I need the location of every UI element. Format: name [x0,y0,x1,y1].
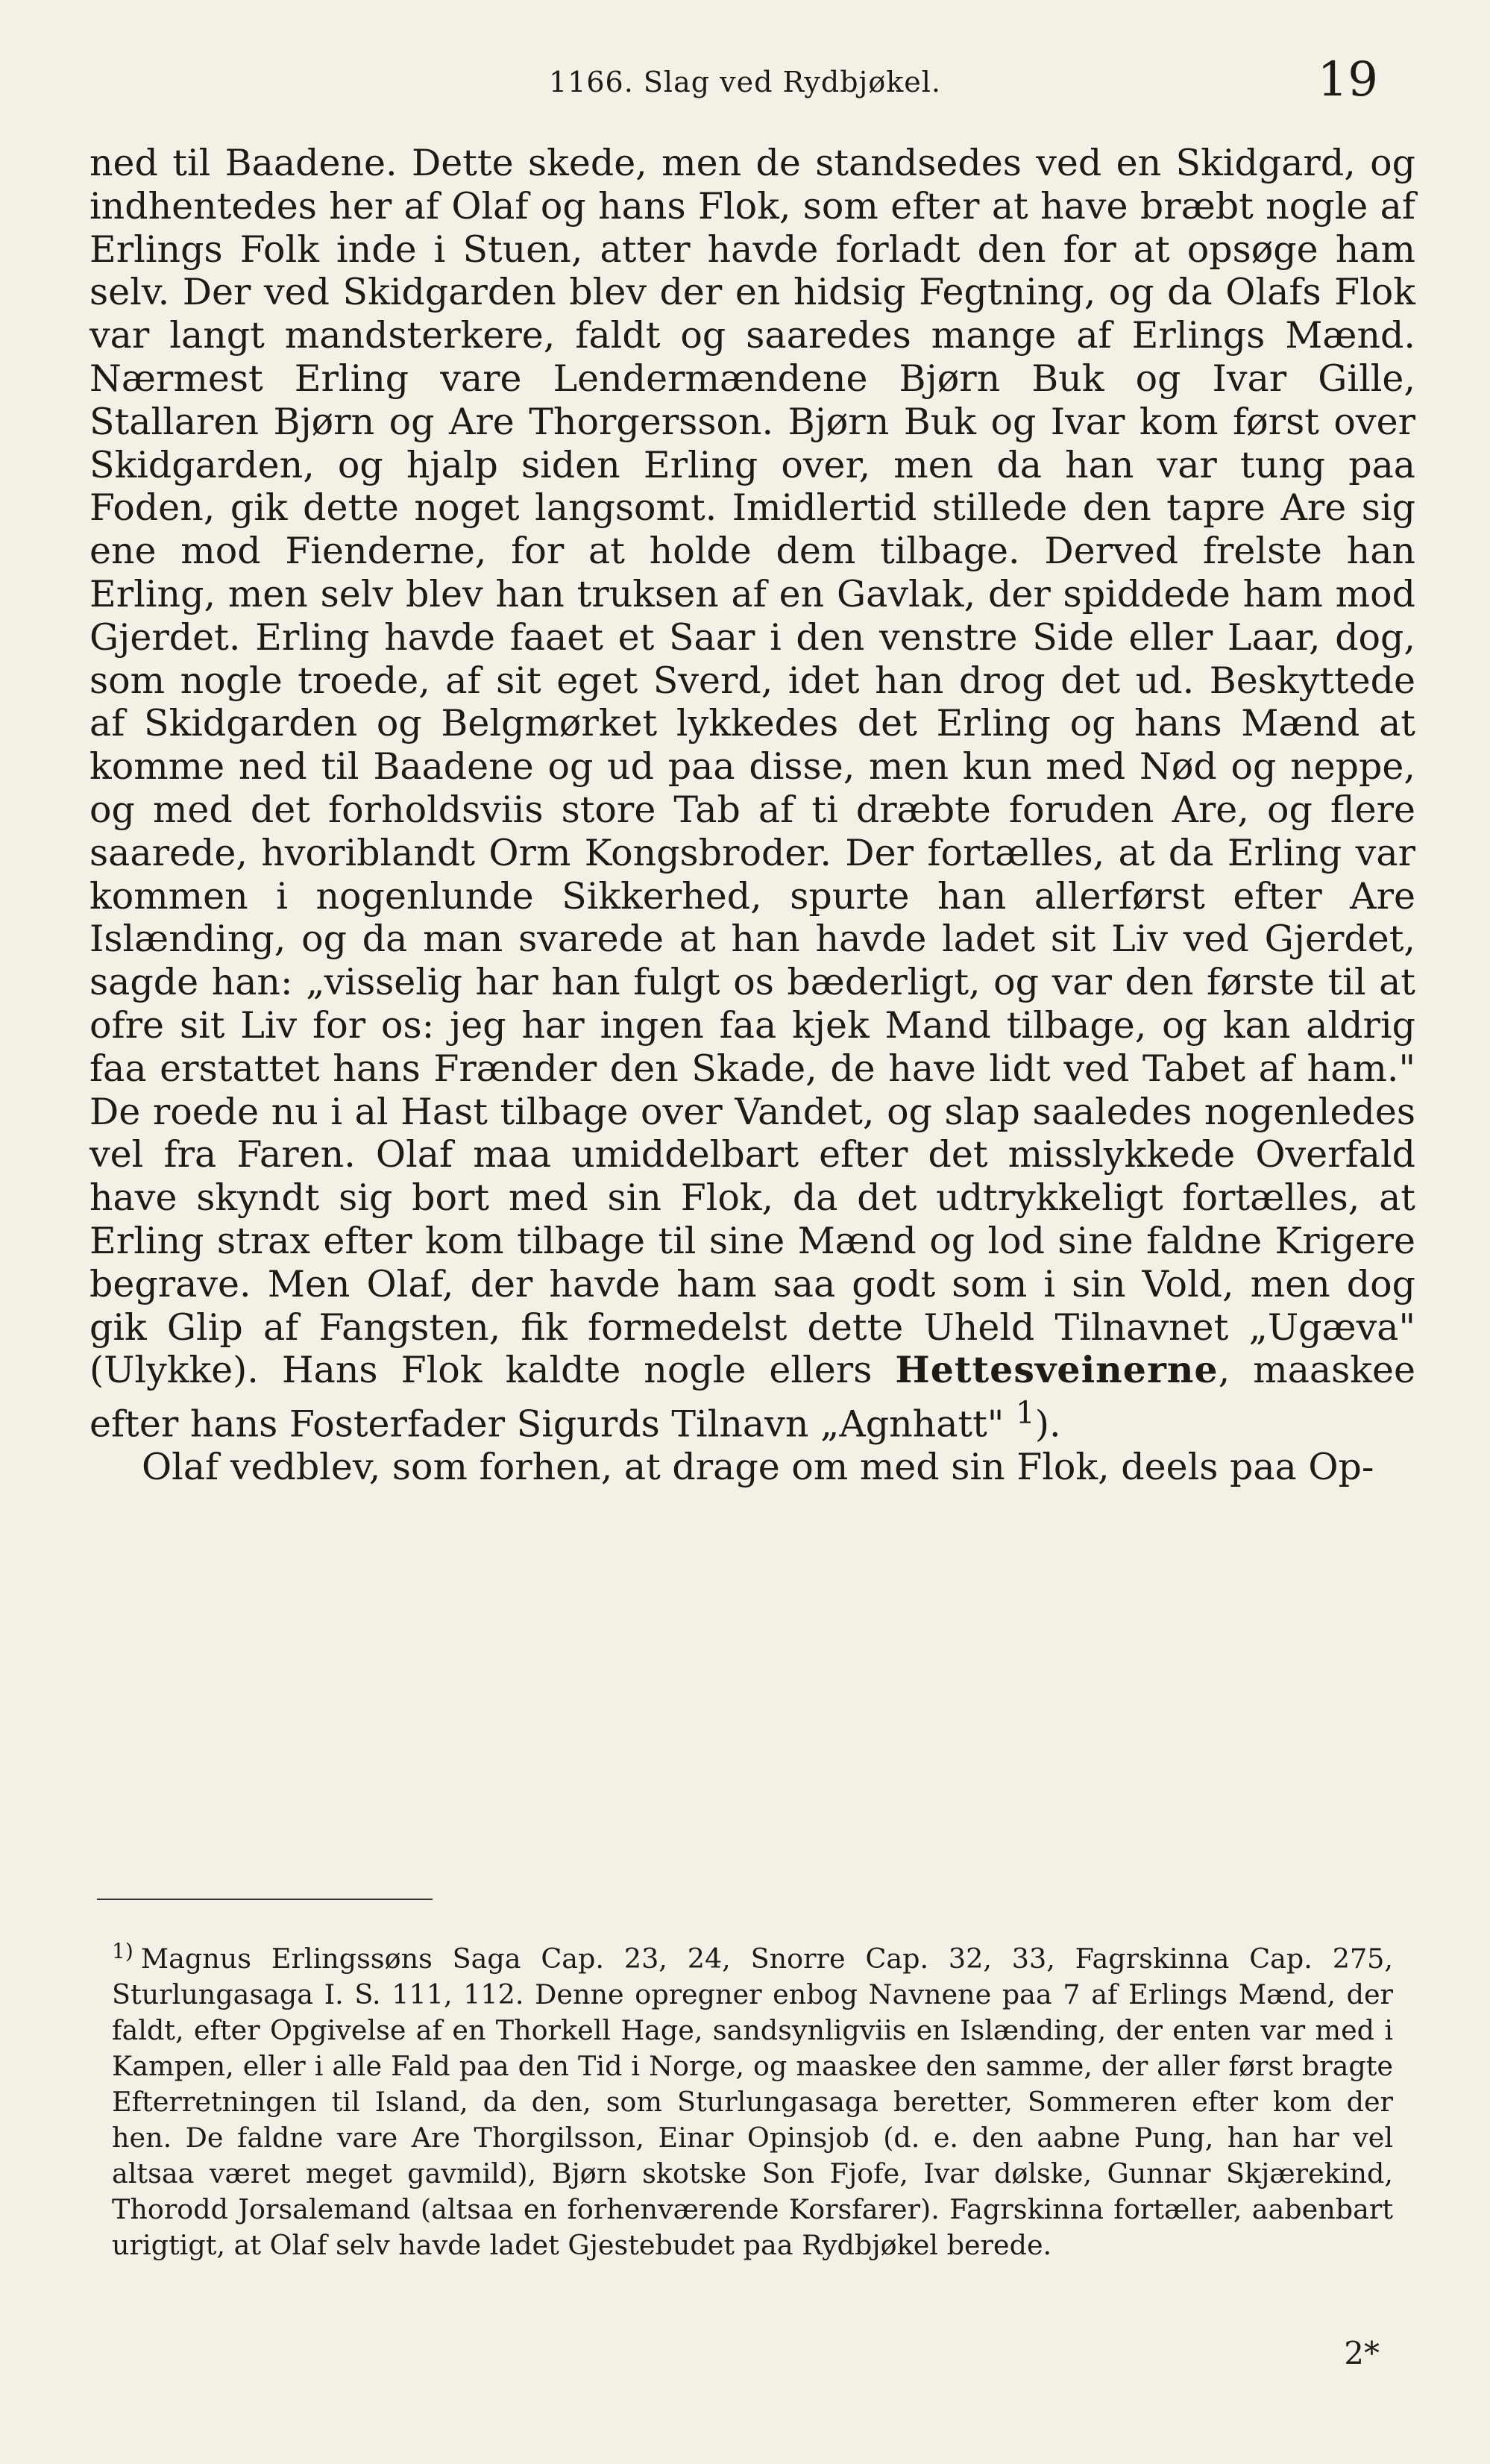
main-text [89,142,1415,1489]
signature-mark: 2* [1344,2335,1380,2371]
footnote [112,1934,1393,2263]
running-head: 1166. Slag ved Rydbjøkel. [549,66,941,98]
footnote-divider [97,1899,433,1900]
paragraph-1-end: ). [1034,1402,1061,1446]
paragraph-1-continued: , maaskee efter hans Fosterfader Sigurds Tilnavn „Agnhatt" [89,1349,1415,1446]
footnote-text: Magnus Erlingssøns Saga Cap. 23, 24, Snorre Cap. 32, 33, Fagrskinna Cap. 275, Sturlungasaga I. S. 111, 112. Denne opregner enbog Navnene paa 7 af Erlings Mænd, der faldt, efter Opgivelse af en Thorkell Hage, sandsynligviis en Islænding, der enten var med i Kampen, eller i alle Fald paa den Tid i Norge, og maaskee den samme, der aller først bragte Efterretningen til Island, da den, som Sturlungasaga beretter, Sommeren efter kom der hen. De faldne vare Are Thorgilsson, Einar Opinsjob (d. e. den aabne Pung, han har vel altsaa været meget gavmild), Bjørn skotske Son Fjofe, Ivar dølske, Gunnar Skjærekind, Thorodd Jorsalemand (altsaa en forhenværende Korsfarer). Fagrskinna fortæller, aabenbart urigtigt, at Olaf selv havde ladet Gjestebudet paa Rydbjøkel berede. [112,1943,1393,2262]
paragraph-2: Olaf vedblev, som forhen, at drage om med sin Flok, deels paa Op- [142,1446,1374,1489]
page-header [89,45,1401,134]
page-number: 19 [1317,52,1378,107]
footnote-reference: 1 [1015,1395,1035,1432]
paragraph-1-text: ned til Baadene. Dette skede, men de standsedes ved en Skidgard, og indhentedes her af Olaf og hans Flok, som efter at have bræbt nogle af Erlings Folk inde i Stuen, atter havde forladt den for at opsøge ham selv. Der ved Skidgarden blev der en hidsig Fegtning, og da Olafs Flok var langt mandsterkere, faldt og saaredes mange af Erlings Mænd. Nærmest Erling vare Lendermændene Bjørn Buk og Ivar Gille, Stallaren Bjørn og Are Thorgersson. Bjørn Buk og Ivar kom først over Skidgarden, og hjalp siden Erling over, men da han var tung paa Foden, gik dette noget langsomt. Imidlertid stillede den tapre Are sig ene mod Fienderne, for at holde dem tilbage. Derved frelste han Erling, men selv blev han truksen af en Gavlak, der spiddede ham mod Gjerdet. Erling havde faaet et Saar i den venstre Side eller Laar, dog, som nogle troede, af sit eget Sverd, idet han drog det ud. Beskyttede af Skidgarden og Belgmørket lykkedes det Erling og hans Mænd at komme ned til Baadene og ud paa disse, men kun med Nød og neppe, og med det forholdsviis store Tab af ti dræbte foruden Are, og flere saarede, hvoriblandt Orm Kongsbroder. Der fortælles, at da Erling var kommen i nogenlunde Sikkerhed, spurte han allerførst efter Are Islænding, og da man svarede at han havde ladet sit Liv ved Gjerdet, sagde han: „visselig har han fulgt os bæderligt, og var den første til at ofre sit Liv for os: jeg har ingen faa kjek Mand tilbage, og kan aldrig faa erstattet hans Frænder den Skade, de have lidt ved Tabet af ham." De roede nu i al Hast tilbage over Vandet, og slap saaledes nogenledes vel fra Faren. Olaf maa umiddelbart efter det misslykkede Overfald have skyndt sig bort med sin Flok, da det udtrykkeligt fortælles, at Erling strax efter kom tilbage til sine Mænd og lod sine faldne Krigere begrave. Men Olaf, der havde ham saa godt som i sin Vold, men dog gik Glip af Fangsten, fik formedelst dette Uheld Tilnavnet „Ugæva" (Ulykke). Hans Flok kaldte nogle ellers [89,142,1415,1392]
emphasized-word: Hettesveinerne [895,1348,1219,1392]
footnote-paragraph [112,1934,1393,2263]
paragraph-1 [89,142,1415,1446]
footnote-marker: 1) [112,1939,133,1963]
